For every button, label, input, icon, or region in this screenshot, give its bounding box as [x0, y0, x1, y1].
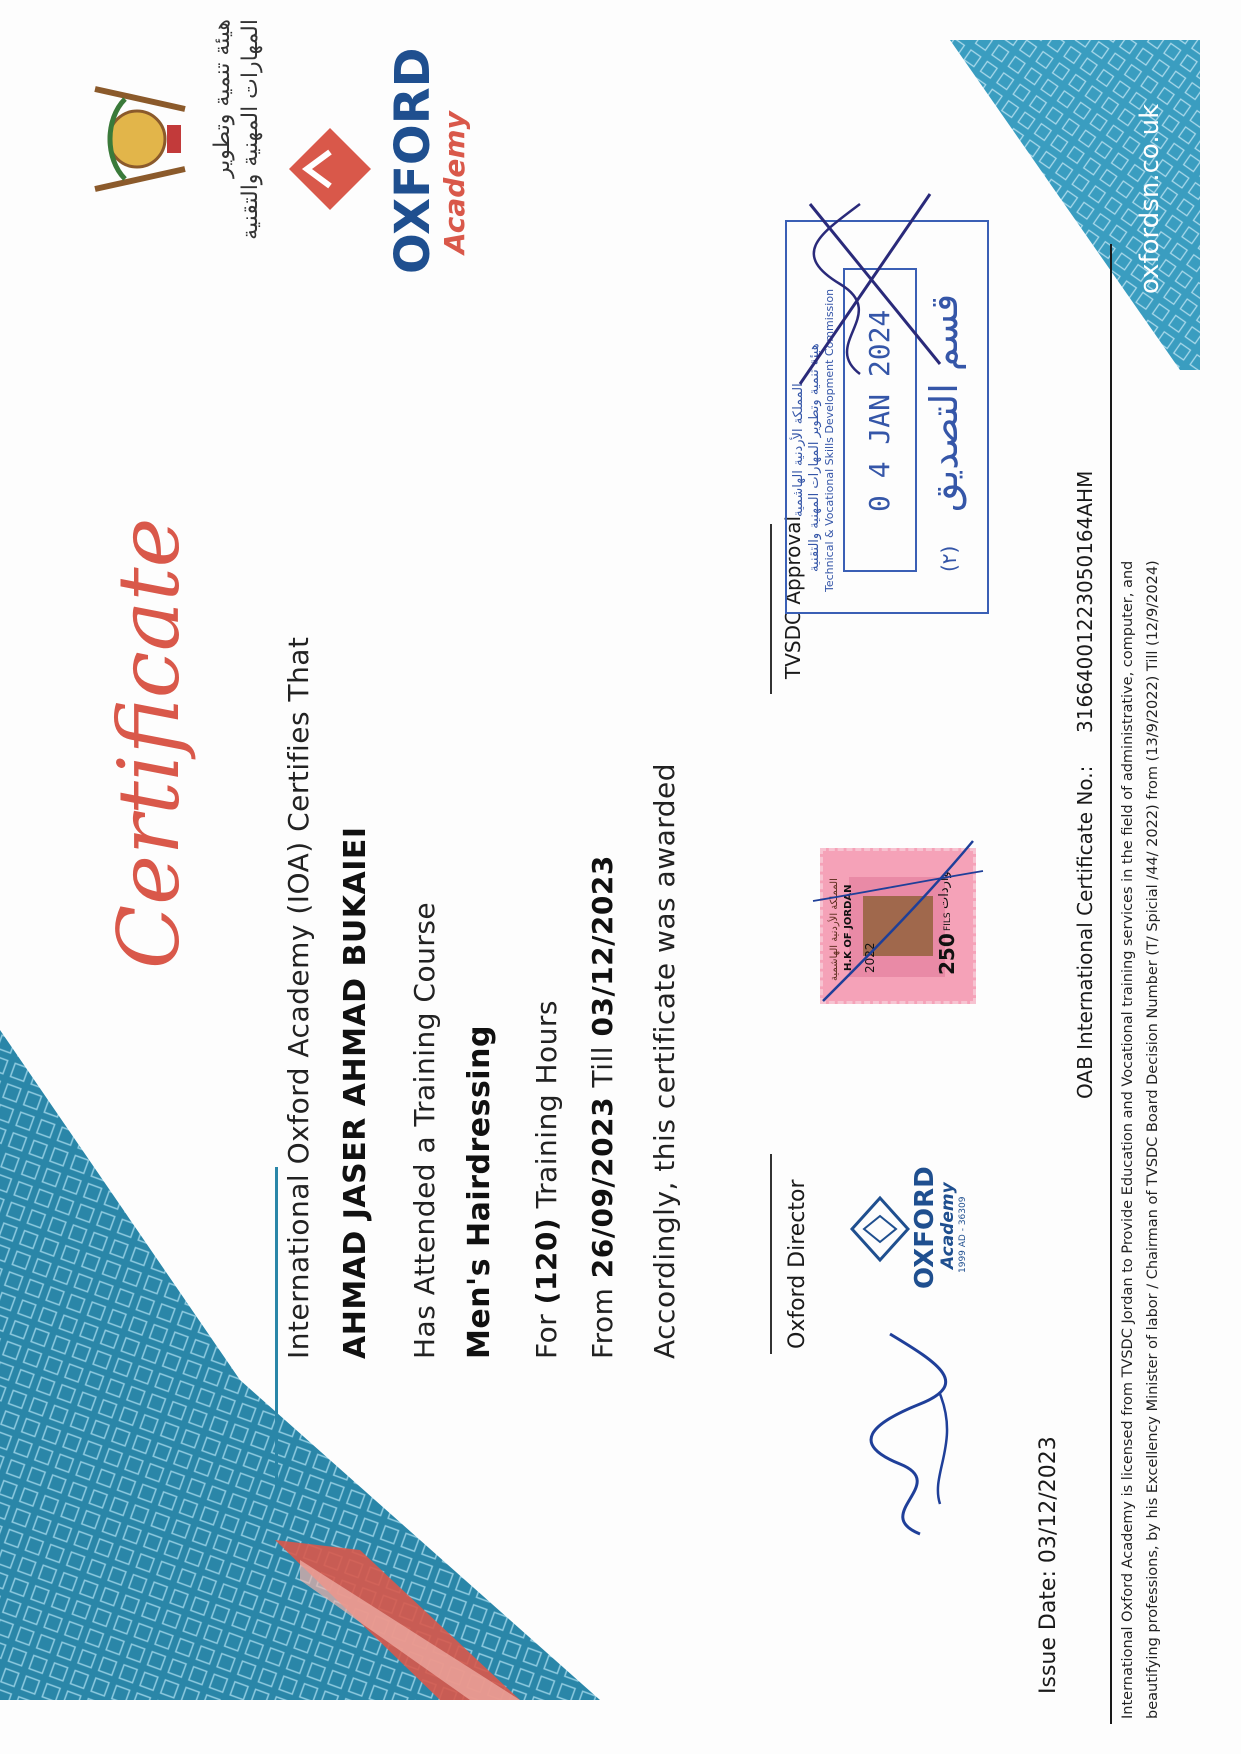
- revenue-stamp: [820, 848, 976, 1004]
- attended-line: Has Attended a Training Course: [408, 901, 441, 1359]
- issue-date-line: [1036, 1436, 1061, 1694]
- course-name: Men's Hairdressing: [462, 1025, 497, 1359]
- jordan-coat-of-arms-icon: [65, 69, 205, 209]
- till-label: Till: [586, 1045, 619, 1088]
- hours-value: (120): [530, 1217, 563, 1305]
- oxford-sub-wordmark: Academy: [438, 111, 471, 254]
- oxford-logo-mark-icon: [285, 124, 375, 214]
- oab-label: OAB International Certificate No.:: [1073, 765, 1097, 1099]
- oxford-small-logo: [850, 1159, 990, 1299]
- revenue-stamp-cancel-mark: [803, 821, 993, 1021]
- from-label: From: [586, 1287, 619, 1359]
- certificate-title: Certificate: [100, 517, 198, 969]
- oab-number: 31664001223050164AHM: [1073, 470, 1097, 733]
- from-date: 26/09/2023: [586, 1096, 619, 1279]
- oxford-small-mark-icon: [850, 1194, 910, 1264]
- oxford-small-line: 1999 AD - 36309: [958, 1196, 968, 1273]
- revenue-stamp-arabic-top: المملكة الأردنية الهاشمية: [829, 878, 840, 981]
- tvsdc-signature-line: [770, 524, 772, 694]
- revenue-stamp-country: H.K OF JORDAN: [843, 884, 854, 971]
- dates-line: [586, 855, 619, 1359]
- stamp-section-num: (٢): [937, 545, 961, 572]
- tvsdc-label: TVSDC Approval: [781, 515, 805, 679]
- license-line-1: International Oxford Academy is licensed from TVSDC Jordan to Provide Education and Vocational training services in the field of administrative, computer, and: [1120, 560, 1136, 1719]
- hours-line: [530, 1000, 563, 1359]
- footer-divider: [1110, 244, 1112, 1724]
- hours-suffix: Training Hours: [530, 999, 563, 1209]
- stamp-line-ar1: المملكة الأردنية الهاشمية: [791, 383, 806, 517]
- till-date: 03/12/2023: [586, 855, 619, 1037]
- arabic-commission-line2: المهارات المهنية والتقنية: [238, 19, 263, 240]
- oxford-main-wordmark: OXFORD: [385, 47, 441, 274]
- oab-certificate-line: [1073, 471, 1097, 1099]
- revenue-stamp-year: 2022: [863, 942, 877, 973]
- revenue-stamp-value: 250: [935, 933, 959, 975]
- stamp-line-ar2: هيئة تنمية وتطوير المهارات المهنية والتقنية: [807, 343, 822, 572]
- stamp-section-ar: قسم التصديق: [922, 293, 966, 512]
- revenue-stamp-unit: FILS: [943, 912, 953, 931]
- tvsdc-signature: [780, 174, 950, 394]
- license-line-2: beautifying professions, by his Excellency Minister of labor / Chairman of TVSDC Board Decision Number (T/ Spicial /44/ 2022) from (13/9/2022) Till (12/9/2024): [1145, 560, 1161, 1719]
- director-signature-line: [770, 1154, 772, 1354]
- issue-date: 03/12/2023: [1036, 1436, 1061, 1564]
- revenue-stamp-arabic-side: واردات: [937, 871, 952, 909]
- oxford-small-sub: Academy: [938, 1182, 958, 1269]
- stamp-line-en: Technical & Vocational Skills Development Commission: [823, 288, 836, 592]
- director-label: Oxford Director: [785, 1179, 810, 1349]
- closing-line: Accordingly, this certificate was awarded: [648, 762, 681, 1359]
- director-signature: [830, 1324, 980, 1544]
- stamp-date: 0 4 JAN 2024: [863, 309, 896, 512]
- hours-prefix: For: [530, 1313, 563, 1359]
- intro-line: International Oxford Academy (IOA) Certifies That: [282, 636, 315, 1359]
- accent-line: [275, 1167, 278, 1492]
- issue-label: Issue Date:: [1036, 1570, 1061, 1694]
- website-url: oxfordsn.co.uk: [1135, 103, 1165, 294]
- arabic-commission-line1: هيئة تنمية وتطوير: [210, 19, 235, 178]
- recipient-name: AHMAD JASER AHMAD BUKAIEI: [338, 826, 373, 1359]
- oxford-small-main: OXFORD: [910, 1166, 940, 1289]
